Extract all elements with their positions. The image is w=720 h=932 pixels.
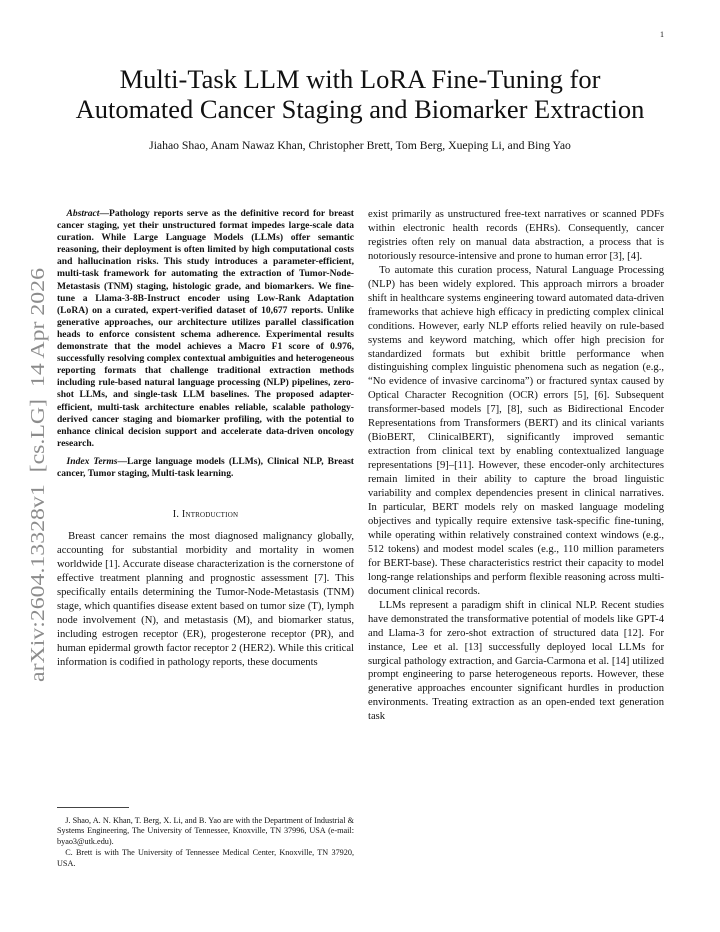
arxiv-identifier-text: arXiv:2604.13328v1 [cs.LG] 14 Apr 2026 [27,325,49,682]
section-title: Introduction [181,509,239,521]
paper-title-line-1: Multi-Task LLM with LoRA Fine-Tuning for [119,64,601,94]
footnote-rule [57,807,129,808]
author-affiliation-footnote [57,816,354,870]
abstract [57,208,354,450]
arxiv-identifier-stamp [8,262,60,682]
section-heading-introduction [57,508,354,522]
abstract-text: —Pathology reports serve as the definitive record for breast cancer staging, yet their unstructured format impedes large-scale data curation. While Large Language Models (LLMs) offer semantic reasoning, their deployment is often limited by high computational costs and hallucination risks. This study introduces a parameter-efficient, multi-task framework for automating the extraction of Tumor-Node-Metastasis (TNM) staging, histologic grade, and biomarkers. We fine-tune a Llama-3-8B-Instruct encoder using Low-Rank Adaptation (LoRA) on a curated, expert-verified dataset of 10,677 reports. Unlike generative approaches, our architecture utilizes parallel classification heads to enforce consistent schema adherence. Experimental results demonstrate that the model achieves a Macro F1 score of 0.976, successfully resolving complex contextual ambiguities and heterogeneous reporting formats that challenge traditional extraction methods including rule-based natural language processing (NLP) pipelines, zero-shot LLMs, and single-task LLM baselines. The proposed adapter-efficient, multi-task architecture enables reliable, scalable pathology-derived cancer staging and biomarker profiling, with the potential to enhance clinical decision support and accelerate data-driven oncology research. [57,208,354,449]
intro-paragraph-2: To automate this curation process, Natural Language Processing (NLP) has been widely explored. This approach mirrors a broader shift in healthcare systems engineering toward automated data-driven frameworks that achieve high efficacy in predicting complex clinical conditions. However, early NLP efforts relied heavily on rule-based systems and keyword matching, which offer high precision for standardized formats but exhibit brittle performance when distinguishing complex linguistic phenomena such as negation (e.g., “No evidence of invasive carcinoma”) or fractured syntax caused by Optical Character Recognition (OCR) errors [5], [6]. Subsequent transformer-based models [7], [8], such as Bidirectional Encoder Representations from Transformers (BERT) and its clinical variants (BioBERT, ClinicalBERT), significantly improved semantic extraction from clinical text by enabling contextualized language representations [9]–[11]. However, these encoder-only architectures remain limited in their ability to capture the broad linguistic variability and complex dependencies present in clinical narratives. In particular, BERT models rely on masked language modeling objectives and typically require extensive task-specific fine-tuning, while operating within relatively constrained context windows (e.g., 512 tokens) and modest model scales (e.g., 110 million parameters for BERT-base). These characteristics restrict their capacity to model long-range relationships and perform flexible reasoning across multi-document clinical records. [368,264,664,597]
intro-paragraph-continued: exist primarily as unstructured free-text narratives or scanned PDFs within electronic health records (EHRs). Consequently, cancer registries often rely on manual data abstraction, a process that is notoriously resource-intensive and prone to human error [3], [4]. [368,209,664,262]
intro-paragraph-1: Breast cancer remains the most diagnosed malignancy globally, accounting for substantial morbidity and mortality in women worldwide [1]. Accurate disease characterization is the cornerstone of effective treatment planning and prognostic assessment [7]. This specifically entails determining the Tumor-Node-Metastasis (TNM) stage, which quantifies disease extent based on tumor size (T), lymph node involvement (N), and metastasis (M), and biomarker status, including estrogen receptor (ER), progesterone receptor (PR), and human epidermal growth factor receptor 2 (HER2). While this critical information is codified in pathology reports, these documents [57,531,354,668]
section-number: I. [172,509,180,521]
paper-title [40,64,680,124]
page-number: 1 [660,30,664,39]
abstract-label: Abstract [66,208,100,219]
footnote-affiliation-1: J. Shao, A. N. Khan, T. Berg, X. Li, and B. Yao are with the Department of Industrial & Systems Engineering, The University of Tennessee, Knoxville, TN 37996, USA (e-mail: byao3@utk.edu). [57,816,354,846]
right-column [368,208,664,724]
index-terms [57,456,354,480]
footnote-affiliation-2: C. Brett is with The University of Tennessee Medical Center, Knoxville, TN 37920, USA. [57,848,354,868]
intro-paragraph-3: LLMs represent a paradigm shift in clinical NLP. Recent studies have demonstrated the transformative potential of models like GPT-4 and Llama-3 for zero-shot extraction of structured data [12]. For instance, Lee et al. [13] successfully deployed local LLMs for surgical pathology extraction, and Garcia-Carmona et al. [14] utilized prompt engineering to parse heterogeneous reports. However, these generative approaches encounter significant hurdles in production environments. Treating extraction as an open-ended text generation task [368,599,664,723]
paper-title-line-2: Automated Cancer Staging and Biomarker Extraction [75,94,645,124]
author-list: Jiahao Shao, Anam Nawaz Khan, Christopher Brett, Tom Berg, Xueping Li, and Bing Yao [149,139,571,152]
left-column [57,208,354,670]
index-terms-text: —Large language models (LLMs), Clinical NLP, Breast cancer, Tumor staging, Multi-task learning. [57,455,354,479]
index-terms-label: Index Terms [66,455,118,467]
